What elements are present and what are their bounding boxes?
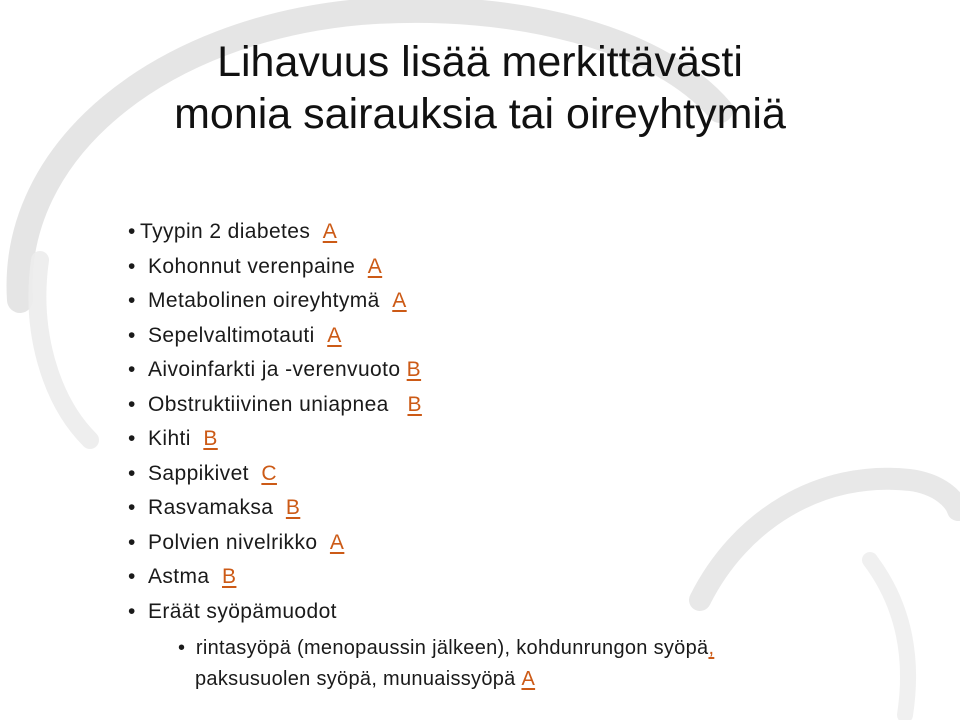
item-text: Tyypin 2 diabetes — [140, 220, 311, 243]
evidence-grade: B — [406, 358, 422, 381]
sub-line-1: rintasyöpä (menopaussin jälkeen), kohdunrungon syöpä — [195, 637, 709, 659]
condition-list — [128, 215, 422, 629]
title-line-2: monia sairauksia tai oireyhtymiä — [174, 90, 786, 138]
title-line-1: Lihavuus lisää merkittävästi — [217, 38, 743, 86]
item-text: Kihti — [148, 427, 191, 450]
item-text: Astma — [148, 565, 210, 588]
list-item: • Astma B — [128, 565, 237, 588]
sub-line-2: paksusuolen syöpä, munuaissyöpä — [195, 668, 516, 690]
evidence-grade: B — [203, 427, 218, 450]
item-text: Kohonnut verenpaine — [148, 254, 356, 278]
item-text: Metabolinen oireyhtymä — [148, 289, 380, 312]
item-text: Sappikivet — [148, 461, 249, 485]
sub-line-mark: , — [708, 637, 715, 659]
sublist-item: • rintasyöpä (menopaussin jälkeen), kohdunrungon syöpä, — [178, 637, 715, 659]
list-item: • Aivoinfarkti ja -verenvuoto B — [128, 358, 422, 381]
evidence-grade: A — [367, 254, 383, 278]
cancer-sublist — [178, 633, 714, 695]
list-item: • Kohonnut verenpaine A — [128, 254, 383, 278]
list-item: • Sappikivet C — [128, 461, 277, 485]
item-text: Rasvamaksa — [148, 496, 274, 519]
left-brush-arc — [37, 260, 90, 440]
list-item: • Metabolinen oireyhtymä A — [128, 289, 407, 312]
evidence-grade: B — [222, 565, 237, 588]
list-item: • Kihti B — [128, 427, 218, 450]
item-text: Sepelvaltimotauti — [148, 323, 315, 347]
list-item: • Polvien nivelrikko A — [128, 530, 345, 554]
right-brush-stroke — [870, 560, 908, 715]
slide-title — [0, 36, 960, 140]
item-text: Obstruktiivinen uniapnea — [148, 392, 389, 416]
list-item: • Eräät syöpämuodot — [128, 599, 337, 623]
evidence-grade: A — [392, 289, 407, 312]
evidence-grade: A — [329, 530, 345, 554]
bottom-right-brush-arc — [700, 479, 958, 600]
list-item: • Obstruktiivinen uniapnea B — [128, 392, 422, 416]
item-text: Eräät syöpämuodot — [148, 599, 337, 623]
item-text: Polvien nivelrikko — [148, 530, 318, 554]
evidence-grade: C — [261, 461, 277, 485]
evidence-grade: B — [407, 392, 422, 416]
list-item: • Tyypin 2 diabetes A — [128, 220, 338, 243]
evidence-grade: A — [322, 220, 338, 243]
evidence-grade: A — [327, 323, 342, 347]
sublist-continuation — [178, 664, 714, 695]
list-item: • Sepelvaltimotauti A — [128, 323, 342, 347]
evidence-grade: A — [521, 668, 536, 690]
list-item: • Rasvamaksa B — [128, 496, 301, 519]
item-text: Aivoinfarkti ja -verenvuoto — [148, 358, 401, 381]
evidence-grade: B — [285, 496, 301, 519]
